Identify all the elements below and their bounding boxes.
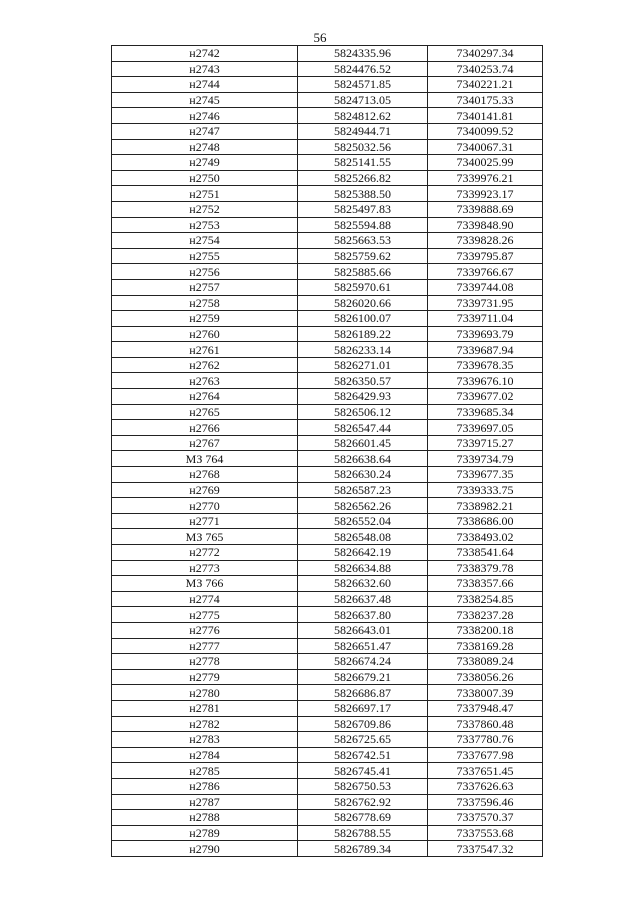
- table-row: [112, 435, 543, 451]
- x-coordinate-cell: 5824812.62: [298, 108, 428, 124]
- y-coordinate-cell: 7340253.74: [428, 61, 543, 77]
- y-coordinate-cell: 7337596.46: [428, 794, 543, 810]
- point-id-cell: н2766: [112, 420, 298, 436]
- y-coordinate-cell: 7338254.85: [428, 591, 543, 607]
- table-row: [112, 669, 543, 685]
- y-coordinate-cell: 7338379.78: [428, 560, 543, 576]
- x-coordinate-cell: 5826709.86: [298, 716, 428, 732]
- x-coordinate-cell: 5825497.83: [298, 201, 428, 217]
- y-coordinate-cell: 7339678.35: [428, 357, 543, 373]
- table-row: [112, 186, 543, 202]
- y-coordinate-cell: 7339976.21: [428, 170, 543, 186]
- table-row: [112, 279, 543, 295]
- y-coordinate-cell: 7339734.79: [428, 451, 543, 467]
- x-coordinate-cell: 5826547.44: [298, 420, 428, 436]
- point-id-cell: н2749: [112, 155, 298, 171]
- table-row: [112, 560, 543, 576]
- x-coordinate-cell: 5826778.69: [298, 810, 428, 826]
- point-id-cell: н2787: [112, 794, 298, 810]
- x-coordinate-cell: 5826552.04: [298, 513, 428, 529]
- table-row: [112, 326, 543, 342]
- point-id-cell: н2760: [112, 326, 298, 342]
- y-coordinate-cell: 7339677.35: [428, 467, 543, 483]
- y-coordinate-cell: 7340099.52: [428, 123, 543, 139]
- x-coordinate-cell: 5826233.14: [298, 342, 428, 358]
- x-coordinate-cell: 5826788.55: [298, 825, 428, 841]
- point-id-cell: н2790: [112, 841, 298, 857]
- y-coordinate-cell: 7338007.39: [428, 685, 543, 701]
- y-coordinate-cell: 7339333.75: [428, 482, 543, 498]
- y-coordinate-cell: 7338357.66: [428, 576, 543, 592]
- point-id-cell: н2752: [112, 201, 298, 217]
- x-coordinate-cell: 5826637.80: [298, 607, 428, 623]
- point-id-cell: н2759: [112, 311, 298, 327]
- table-row: [112, 700, 543, 716]
- y-coordinate-cell: 7339715.27: [428, 435, 543, 451]
- point-id-cell: н2762: [112, 357, 298, 373]
- point-id-cell: н2756: [112, 264, 298, 280]
- x-coordinate-cell: 5825759.62: [298, 248, 428, 264]
- table-row: [112, 576, 543, 592]
- point-id-cell: н2789: [112, 825, 298, 841]
- x-coordinate-cell: 5824335.96: [298, 46, 428, 62]
- table-row: [112, 810, 543, 826]
- point-id-cell: МЗ 766: [112, 576, 298, 592]
- point-id-cell: н2771: [112, 513, 298, 529]
- y-coordinate-cell: 7339766.67: [428, 264, 543, 280]
- y-coordinate-cell: 7339676.10: [428, 373, 543, 389]
- y-coordinate-cell: 7339711.04: [428, 311, 543, 327]
- table-row: [112, 794, 543, 810]
- x-coordinate-cell: 5826630.24: [298, 467, 428, 483]
- point-id-cell: н2757: [112, 279, 298, 295]
- table-row: [112, 467, 543, 483]
- point-id-cell: н2743: [112, 61, 298, 77]
- y-coordinate-cell: 7337553.68: [428, 825, 543, 841]
- y-coordinate-cell: 7337547.32: [428, 841, 543, 857]
- point-id-cell: н2786: [112, 778, 298, 794]
- point-id-cell: н2785: [112, 763, 298, 779]
- table-row: [112, 342, 543, 358]
- x-coordinate-cell: 5825266.82: [298, 170, 428, 186]
- coordinates-table: [111, 45, 543, 857]
- point-id-cell: н2788: [112, 810, 298, 826]
- y-coordinate-cell: 7338541.64: [428, 545, 543, 561]
- table-row: [112, 295, 543, 311]
- table-row: [112, 217, 543, 233]
- table-row: [112, 123, 543, 139]
- x-coordinate-cell: 5826742.51: [298, 747, 428, 763]
- y-coordinate-cell: 7339697.05: [428, 420, 543, 436]
- coordinates-table-body: [112, 46, 543, 857]
- y-coordinate-cell: 7337780.76: [428, 732, 543, 748]
- y-coordinate-cell: 7339828.26: [428, 233, 543, 249]
- y-coordinate-cell: 7337570.37: [428, 810, 543, 826]
- point-id-cell: н2744: [112, 77, 298, 93]
- table-row: [112, 841, 543, 857]
- point-id-cell: МЗ 764: [112, 451, 298, 467]
- y-coordinate-cell: 7339677.02: [428, 389, 543, 405]
- point-id-cell: н2777: [112, 638, 298, 654]
- table-row: [112, 747, 543, 763]
- table-row: [112, 529, 543, 545]
- x-coordinate-cell: 5824944.71: [298, 123, 428, 139]
- table-row: [112, 498, 543, 514]
- point-id-cell: н2745: [112, 92, 298, 108]
- table-row: [112, 264, 543, 280]
- x-coordinate-cell: 5826562.26: [298, 498, 428, 514]
- x-coordinate-cell: 5826189.22: [298, 326, 428, 342]
- x-coordinate-cell: 5826651.47: [298, 638, 428, 654]
- table-row: [112, 311, 543, 327]
- x-coordinate-cell: 5826643.01: [298, 622, 428, 638]
- table-row: [112, 139, 543, 155]
- x-coordinate-cell: 5826350.57: [298, 373, 428, 389]
- y-coordinate-cell: 7337626.63: [428, 778, 543, 794]
- table-row: [112, 638, 543, 654]
- point-id-cell: н2776: [112, 622, 298, 638]
- table-row: [112, 420, 543, 436]
- x-coordinate-cell: 5826679.21: [298, 669, 428, 685]
- table-row: [112, 357, 543, 373]
- x-coordinate-cell: 5826789.34: [298, 841, 428, 857]
- table-row: [112, 170, 543, 186]
- y-coordinate-cell: 7340141.81: [428, 108, 543, 124]
- x-coordinate-cell: 5826587.23: [298, 482, 428, 498]
- y-coordinate-cell: 7339687.94: [428, 342, 543, 358]
- x-coordinate-cell: 5825885.66: [298, 264, 428, 280]
- table-row: [112, 763, 543, 779]
- table-row: [112, 732, 543, 748]
- x-coordinate-cell: 5825032.56: [298, 139, 428, 155]
- y-coordinate-cell: 7338686.00: [428, 513, 543, 529]
- y-coordinate-cell: 7340025.99: [428, 155, 543, 171]
- y-coordinate-cell: 7337948.47: [428, 700, 543, 716]
- point-id-cell: н2765: [112, 404, 298, 420]
- point-id-cell: н2747: [112, 123, 298, 139]
- y-coordinate-cell: 7338056.26: [428, 669, 543, 685]
- point-id-cell: н2758: [112, 295, 298, 311]
- y-coordinate-cell: 7339731.95: [428, 295, 543, 311]
- table-row: [112, 404, 543, 420]
- y-coordinate-cell: 7338493.02: [428, 529, 543, 545]
- point-id-cell: н2780: [112, 685, 298, 701]
- table-row: [112, 92, 543, 108]
- table-row: [112, 389, 543, 405]
- y-coordinate-cell: 7339888.69: [428, 201, 543, 217]
- y-coordinate-cell: 7337860.48: [428, 716, 543, 732]
- point-id-cell: н2750: [112, 170, 298, 186]
- x-coordinate-cell: 5824713.05: [298, 92, 428, 108]
- point-id-cell: н2751: [112, 186, 298, 202]
- table-row: [112, 654, 543, 670]
- x-coordinate-cell: 5826638.64: [298, 451, 428, 467]
- x-coordinate-cell: 5825388.50: [298, 186, 428, 202]
- table-row: [112, 248, 543, 264]
- point-id-cell: н2767: [112, 435, 298, 451]
- y-coordinate-cell: 7340067.31: [428, 139, 543, 155]
- y-coordinate-cell: 7339685.34: [428, 404, 543, 420]
- y-coordinate-cell: 7338089.24: [428, 654, 543, 670]
- x-coordinate-cell: 5826548.08: [298, 529, 428, 545]
- x-coordinate-cell: 5826506.12: [298, 404, 428, 420]
- x-coordinate-cell: 5825970.61: [298, 279, 428, 295]
- table-row: [112, 482, 543, 498]
- point-id-cell: н2770: [112, 498, 298, 514]
- y-coordinate-cell: 7340221.21: [428, 77, 543, 93]
- y-coordinate-cell: 7339795.87: [428, 248, 543, 264]
- x-coordinate-cell: 5825594.88: [298, 217, 428, 233]
- y-coordinate-cell: 7340175.33: [428, 92, 543, 108]
- point-id-cell: н2778: [112, 654, 298, 670]
- x-coordinate-cell: 5826632.60: [298, 576, 428, 592]
- x-coordinate-cell: 5826100.07: [298, 311, 428, 327]
- point-id-cell: н2754: [112, 233, 298, 249]
- point-id-cell: н2781: [112, 700, 298, 716]
- x-coordinate-cell: 5826762.92: [298, 794, 428, 810]
- x-coordinate-cell: 5826637.48: [298, 591, 428, 607]
- y-coordinate-cell: 7339848.90: [428, 217, 543, 233]
- y-coordinate-cell: 7340297.34: [428, 46, 543, 62]
- point-id-cell: н2772: [112, 545, 298, 561]
- point-id-cell: н2779: [112, 669, 298, 685]
- y-coordinate-cell: 7339923.17: [428, 186, 543, 202]
- x-coordinate-cell: 5826634.88: [298, 560, 428, 576]
- point-id-cell: н2753: [112, 217, 298, 233]
- y-coordinate-cell: 7339693.79: [428, 326, 543, 342]
- x-coordinate-cell: 5826725.65: [298, 732, 428, 748]
- table-row: [112, 46, 543, 62]
- x-coordinate-cell: 5826745.41: [298, 763, 428, 779]
- y-coordinate-cell: 7338982.21: [428, 498, 543, 514]
- point-id-cell: н2763: [112, 373, 298, 389]
- y-coordinate-cell: 7338237.28: [428, 607, 543, 623]
- table-row: [112, 451, 543, 467]
- y-coordinate-cell: 7338169.28: [428, 638, 543, 654]
- table-row: [112, 155, 543, 171]
- table-row: [112, 622, 543, 638]
- point-id-cell: н2782: [112, 716, 298, 732]
- point-id-cell: н2761: [112, 342, 298, 358]
- x-coordinate-cell: 5826020.66: [298, 295, 428, 311]
- table-row: [112, 513, 543, 529]
- page-number: 56: [313, 30, 327, 45]
- table-row: [112, 373, 543, 389]
- y-coordinate-cell: 7339744.08: [428, 279, 543, 295]
- y-coordinate-cell: 7337651.45: [428, 763, 543, 779]
- point-id-cell: н2742: [112, 46, 298, 62]
- point-id-cell: н2769: [112, 482, 298, 498]
- point-id-cell: н2773: [112, 560, 298, 576]
- point-id-cell: н2768: [112, 467, 298, 483]
- y-coordinate-cell: 7338200.18: [428, 622, 543, 638]
- table-row: [112, 591, 543, 607]
- point-id-cell: н2783: [112, 732, 298, 748]
- x-coordinate-cell: 5826271.01: [298, 357, 428, 373]
- table-row: [112, 545, 543, 561]
- x-coordinate-cell: 5826642.19: [298, 545, 428, 561]
- table-row: [112, 778, 543, 794]
- table-row: [112, 607, 543, 623]
- table-row: [112, 108, 543, 124]
- x-coordinate-cell: 5825663.53: [298, 233, 428, 249]
- point-id-cell: н2746: [112, 108, 298, 124]
- table-row: [112, 201, 543, 217]
- table-row: [112, 61, 543, 77]
- x-coordinate-cell: 5826697.17: [298, 700, 428, 716]
- point-id-cell: н2775: [112, 607, 298, 623]
- x-coordinate-cell: 5824476.52: [298, 61, 428, 77]
- x-coordinate-cell: 5826429.93: [298, 389, 428, 405]
- x-coordinate-cell: 5826601.45: [298, 435, 428, 451]
- x-coordinate-cell: 5826686.87: [298, 685, 428, 701]
- table-row: [112, 77, 543, 93]
- x-coordinate-cell: 5824571.85: [298, 77, 428, 93]
- point-id-cell: н2774: [112, 591, 298, 607]
- y-coordinate-cell: 7337677.98: [428, 747, 543, 763]
- x-coordinate-cell: 5825141.55: [298, 155, 428, 171]
- x-coordinate-cell: 5826674.24: [298, 654, 428, 670]
- table-row: [112, 233, 543, 249]
- point-id-cell: н2784: [112, 747, 298, 763]
- point-id-cell: н2764: [112, 389, 298, 405]
- x-coordinate-cell: 5826750.53: [298, 778, 428, 794]
- table-row: [112, 716, 543, 732]
- point-id-cell: МЗ 765: [112, 529, 298, 545]
- point-id-cell: н2755: [112, 248, 298, 264]
- point-id-cell: н2748: [112, 139, 298, 155]
- table-row: [112, 685, 543, 701]
- table-row: [112, 825, 543, 841]
